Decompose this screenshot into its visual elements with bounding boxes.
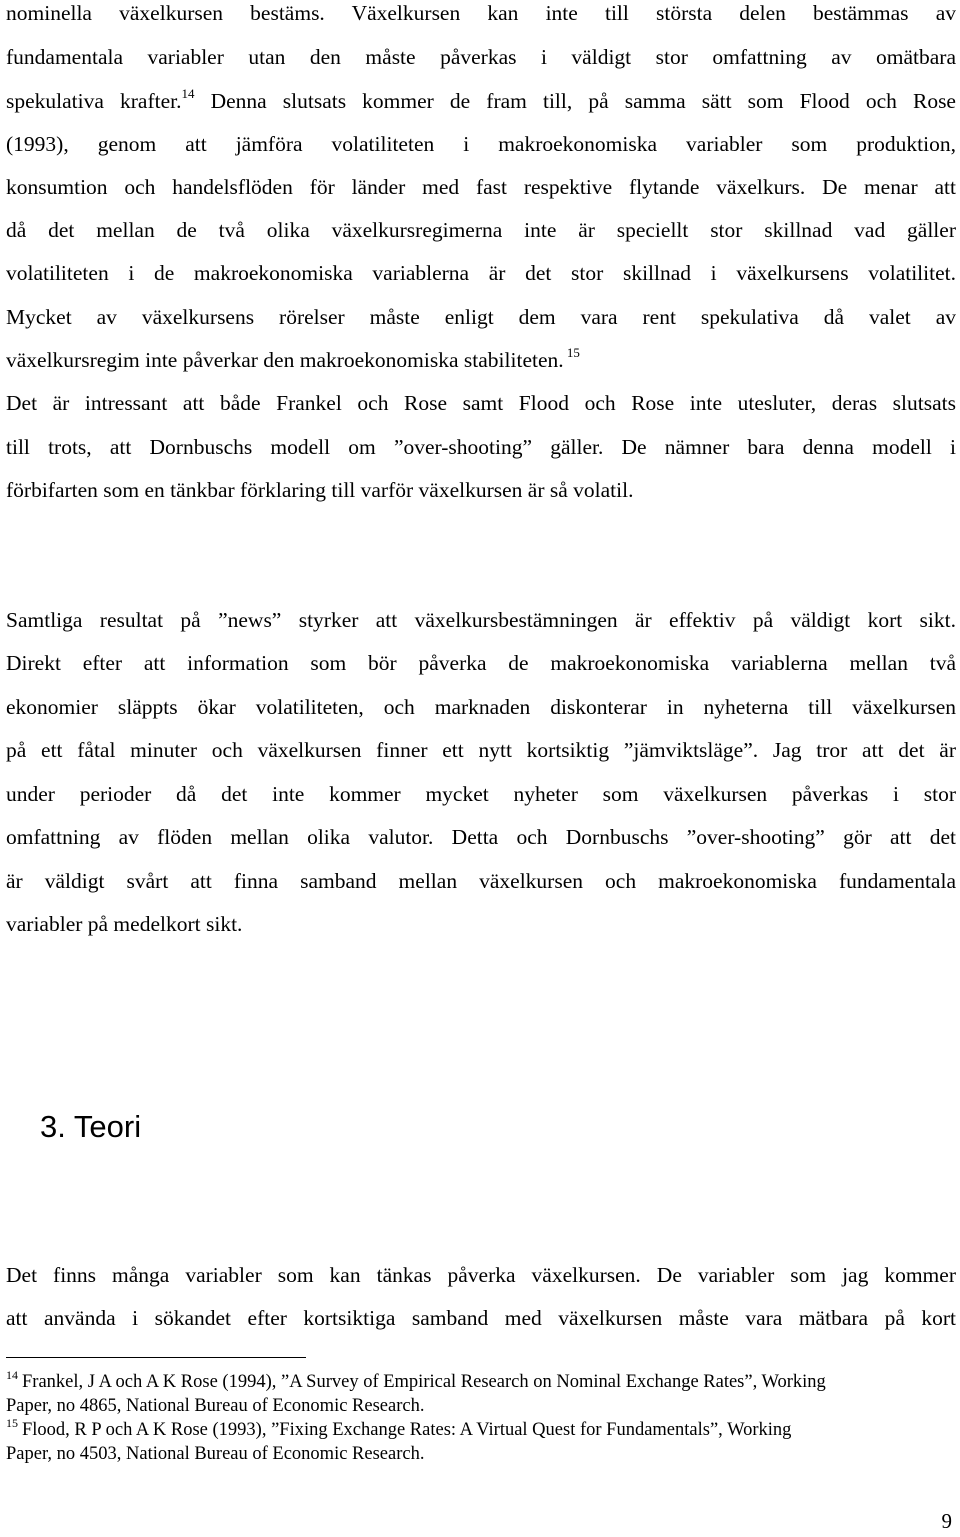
- body-text: Denna slutsats kommer de fram till, på samma sätt som Flood och Rose: [194, 89, 956, 113]
- body-line: omfattning av flöden mellan olika valutor. Detta och Dornbuschs ”over-shooting” gör att det: [6, 825, 956, 849]
- body-text: spekulativa krafter.: [6, 89, 182, 113]
- body-line: på ett fåtal minuter och växelkursen finner ett nytt kortsiktig ”jämviktsläge”. Jag tror att det är: [6, 738, 956, 762]
- footnote-ref: 14: [181, 86, 195, 101]
- body-line: Samtliga resultat på ”news” styrker att växelkursbestämningen är effektiv på väldigt kort sikt.: [6, 608, 956, 632]
- body-line: är väldigt svårt att finna samband mellan växelkursen och makroekonomiska fundamentala: [6, 869, 956, 893]
- footnote-number: 14: [6, 1368, 18, 1382]
- body-line: Direkt efter att information som bör påverka de makroekonomiska variablerna mellan två: [6, 651, 956, 675]
- footnote-text: Paper, no 4503, National Bureau of Economic Research.: [6, 1444, 425, 1464]
- page-number: 9: [941, 1509, 952, 1533]
- body-line: Det finns många variabler som kan tänkas påverka växelkursen. De variabler som jag kommer: [6, 1263, 956, 1287]
- footnote-text: Frankel, J A och A K Rose (1994), ”A Survey of Empirical Research on Nominal Exchange Rates”, Working: [22, 1372, 826, 1392]
- body-text: växelkursregim inte påverkar den makroekonomiska stabiliteten.: [6, 348, 564, 372]
- body-line: fundamentala variabler utan den måste påverkas i väldigt stor omfattning av omätbara: [6, 45, 956, 69]
- footnote-ref: 15: [563, 345, 580, 360]
- body-line: konsumtion och handelsflöden för länder med fast respektive flytande växelkurs. De menar att: [6, 175, 956, 199]
- body-line: då det mellan de två olika växelkursregimerna inte är speciellt stor skillnad vad gäller: [6, 218, 956, 242]
- footnote-text: Flood, R P och A K Rose (1993), ”Fixing Exchange Rates: A Virtual Quest for Fundamentals”, Working: [22, 1420, 792, 1440]
- body-line: variabler på medelkort sikt.: [6, 912, 243, 936]
- body-line: [6, 347, 956, 376]
- body-line: [6, 88, 956, 117]
- footnote-text: Paper, no 4865, National Bureau of Economic Research.: [6, 1396, 425, 1416]
- body-line: nominella växelkursen bestäms. Växelkursen kan inte till största delen bestämmas av: [6, 1, 956, 25]
- footnote-14: [6, 1368, 956, 1394]
- body-line: volatiliteten i de makroekonomiska variablerna är det stor skillnad i växelkursens volatilitet.: [6, 261, 956, 285]
- body-line: ekonomier släppts ökar volatiliteten, och marknaden diskonterar in nyheterna till växelkursen: [6, 695, 956, 719]
- body-line: under perioder då det inte kommer mycket nyheter som växelkursen påverkas i stor: [6, 782, 956, 806]
- body-line: till trots, att Dornbuschs modell om ”over-shooting” gäller. De nämner bara denna modell i: [6, 435, 956, 459]
- body-line: att använda i sökandet efter kortsiktiga samband med växelkursen måste vara mätbara på kort: [6, 1306, 956, 1330]
- footnote-15: [6, 1416, 956, 1442]
- body-line: Mycket av växelkursens rörelser måste enligt dem vara rent spekulativa då valet av: [6, 305, 956, 329]
- body-line: (1993), genom att jämföra volatiliteten i makroekonomiska variabler som produktion,: [6, 132, 956, 156]
- footnote-number: 15: [6, 1416, 18, 1430]
- body-line: förbifarten som en tänkbar förklaring till varför växelkursen är så volatil.: [6, 478, 634, 502]
- body-line: Det är intressant att både Frankel och Rose samt Flood och Rose inte utesluter, deras slutsats: [6, 391, 956, 415]
- section-heading: 3. Teori: [40, 1109, 142, 1144]
- footnote-separator: [6, 1357, 306, 1358]
